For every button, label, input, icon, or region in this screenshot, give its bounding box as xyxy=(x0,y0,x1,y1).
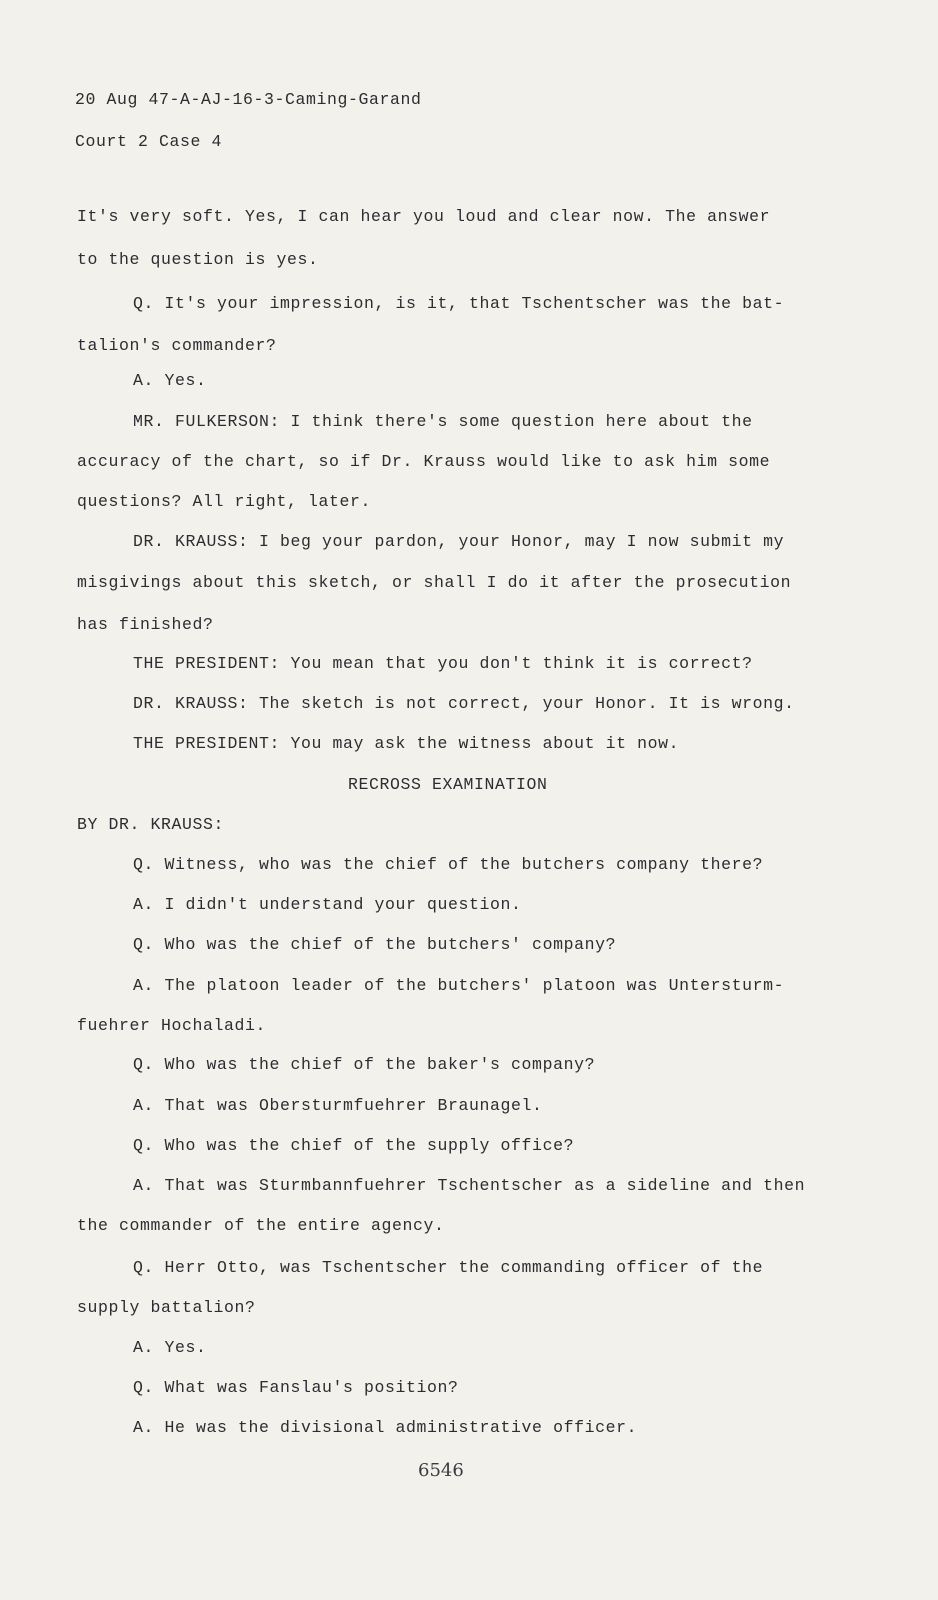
text-line: accuracy of the chart, so if Dr. Krauss would like to ask him some xyxy=(77,452,771,471)
text-line: A. Yes. xyxy=(133,371,207,390)
text-line: Q. Witness, who was the chief of the butchers company there? xyxy=(133,855,764,874)
text-line: Q. Who was the chief of the supply office? xyxy=(133,1136,575,1155)
header-court-case: Court 2 Case 4 xyxy=(75,132,223,151)
text-line: A. The platoon leader of the butchers' platoon was Untersturm- xyxy=(133,976,785,995)
text-line: fuehrer Hochaladi. xyxy=(77,1016,267,1035)
text-line: talion's commander? xyxy=(77,336,277,355)
text-line: It's very soft. Yes, I can hear you loud and clear now. The answer xyxy=(77,207,771,226)
text-line: DR. KRAUSS: The sketch is not correct, your Honor. It is wrong. xyxy=(133,694,795,713)
text-line: the commander of the entire agency. xyxy=(77,1216,445,1235)
text-line: questions? All right, later. xyxy=(77,492,372,511)
text-line: Q. Who was the chief of the butchers' company? xyxy=(133,935,617,954)
text-line: THE PRESIDENT: You mean that you don't think it is correct? xyxy=(133,654,753,673)
text-line: A. That was Sturmbannfuehrer Tschentscher as a sideline and then xyxy=(133,1176,806,1195)
text-line: BY DR. KRAUSS: xyxy=(77,815,225,834)
text-line: THE PRESIDENT: You may ask the witness about it now. xyxy=(133,734,680,753)
text-line: misgivings about this sketch, or shall I do it after the prosecution xyxy=(77,573,792,592)
text-line: A. He was the divisional administrative officer. xyxy=(133,1418,638,1437)
text-line: to the question is yes. xyxy=(77,250,319,269)
text-line: MR. FULKERSON: I think there's some question here about the xyxy=(133,412,753,431)
text-line: has finished? xyxy=(77,615,214,634)
text-line: A. That was Obersturmfuehrer Braunagel. xyxy=(133,1096,543,1115)
text-line: A. I didn't understand your question. xyxy=(133,895,522,914)
page-number: 6546 xyxy=(418,1460,464,1481)
text-line: A. Yes. xyxy=(133,1338,207,1357)
section-heading: RECROSS EXAMINATION xyxy=(348,775,548,794)
text-line: Q. Who was the chief of the baker's company? xyxy=(133,1055,596,1074)
header-case-reference: 20 Aug 47-A-AJ-16-3-Caming-Garand xyxy=(75,90,422,109)
text-line: supply battalion? xyxy=(77,1298,256,1317)
text-line: Q. Herr Otto, was Tschentscher the commanding officer of the xyxy=(133,1258,764,1277)
text-line: DR. KRAUSS: I beg your pardon, your Honor, may I now submit my xyxy=(133,532,785,551)
text-line: Q. It's your impression, is it, that Tschentscher was the bat- xyxy=(133,294,785,313)
text-line: Q. What was Fanslau's position? xyxy=(133,1378,459,1397)
